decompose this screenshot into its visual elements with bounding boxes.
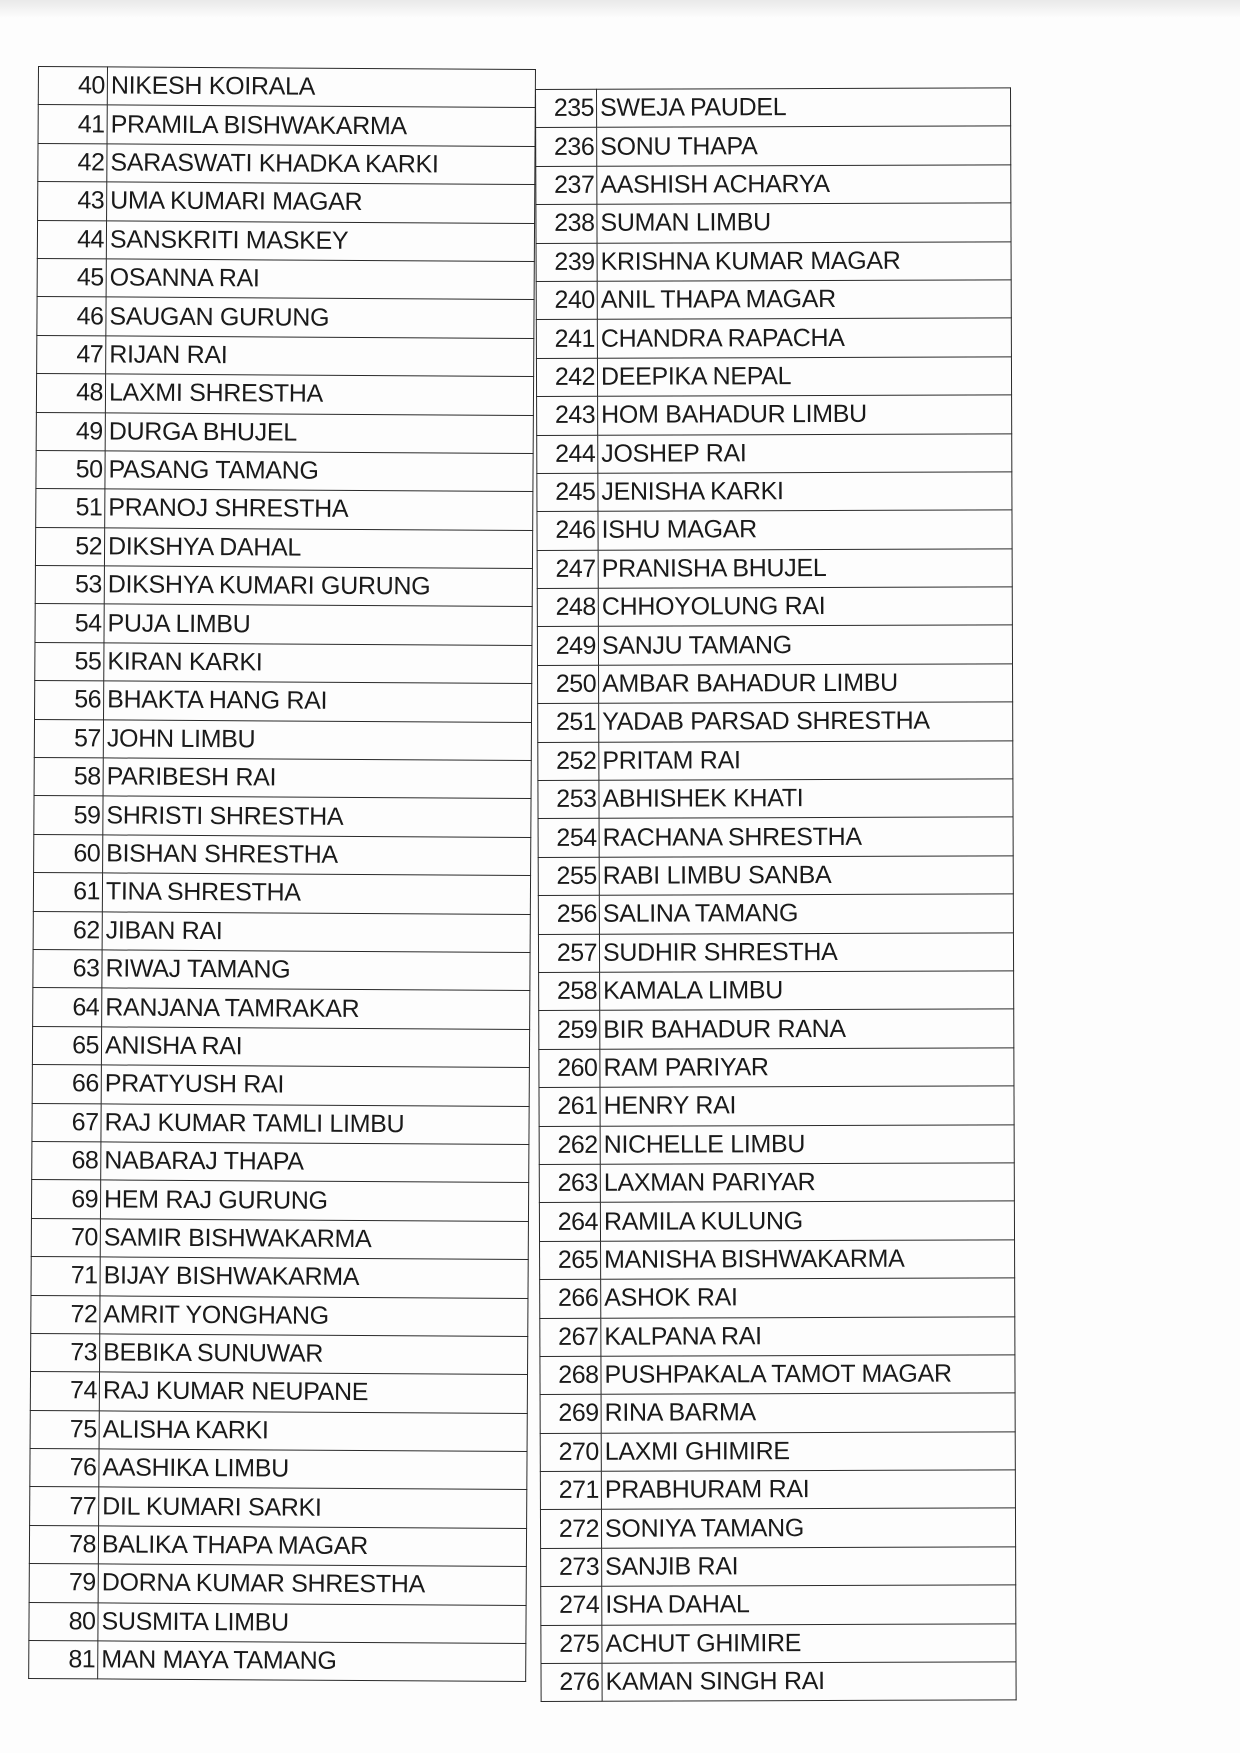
- serial-number: 59: [34, 796, 103, 835]
- left-table-body: [29, 67, 536, 1682]
- serial-number: 76: [30, 1449, 99, 1488]
- person-name: PRATYUSH RAI: [101, 1065, 529, 1106]
- serial-number: 245: [537, 473, 598, 512]
- serial-number: 237: [536, 166, 597, 205]
- person-name: ACHUT GHIMIRE: [602, 1623, 1016, 1663]
- serial-number: 261: [539, 1087, 600, 1126]
- serial-number: 54: [35, 604, 104, 643]
- person-name: NICHELLE LIMBU: [600, 1124, 1014, 1164]
- serial-number: 56: [35, 681, 104, 720]
- table-row: [539, 1124, 1014, 1164]
- scan-edge-shadow: [0, 0, 1240, 18]
- person-name: SONU THAPA: [597, 126, 1011, 166]
- person-name: JOSHEP RAI: [598, 433, 1012, 473]
- person-name: BHAKTA HANG RAI: [104, 681, 532, 722]
- person-name: MANISHA BISHWAKARMA: [601, 1240, 1015, 1280]
- table-row: [29, 1640, 526, 1681]
- person-name: RAMILA KULUNG: [600, 1201, 1014, 1241]
- serial-number: 80: [29, 1602, 98, 1641]
- serial-number: 50: [36, 450, 105, 489]
- table-row: [540, 1508, 1015, 1548]
- person-name: AMRIT YONGHANG: [100, 1295, 528, 1336]
- serial-number: 247: [537, 550, 598, 589]
- person-name: AASHIKA LIMBU: [99, 1449, 527, 1490]
- right-name-table: [535, 87, 1017, 1702]
- serial-number: 43: [38, 182, 107, 221]
- table-row: [537, 510, 1012, 550]
- serial-number: 45: [37, 258, 106, 297]
- serial-number: 273: [541, 1548, 602, 1587]
- person-name: AMBAR BAHADUR LIMBU: [599, 664, 1013, 704]
- person-name: BIR BAHADUR RANA: [600, 1009, 1014, 1049]
- table-row: [539, 1163, 1014, 1203]
- serial-number: 67: [32, 1103, 101, 1142]
- table-row: [537, 549, 1012, 589]
- table-row: [540, 1470, 1015, 1510]
- table-row: [38, 182, 535, 223]
- serial-number: 79: [29, 1564, 98, 1603]
- serial-number: 61: [33, 873, 102, 912]
- person-name: SANSKRITI MASKEY: [106, 220, 534, 261]
- serial-number: 262: [539, 1126, 600, 1165]
- table-row: [540, 1240, 1015, 1280]
- serial-number: 238: [536, 204, 597, 243]
- table-row: [35, 604, 532, 645]
- person-name: JIBAN RAI: [102, 912, 530, 953]
- table-row: [32, 1065, 529, 1106]
- serial-number: 71: [31, 1257, 100, 1296]
- table-row: [33, 949, 530, 990]
- serial-number: 257: [538, 934, 599, 973]
- table-row: [34, 758, 531, 799]
- person-name: PRANISHA BHUJEL: [598, 549, 1012, 589]
- serial-number: 250: [538, 665, 599, 704]
- table-row: [536, 280, 1011, 320]
- serial-number: 49: [36, 412, 105, 451]
- serial-number: 249: [537, 627, 598, 666]
- person-name: PUSHPAKALA TAMOT MAGAR: [601, 1355, 1015, 1395]
- person-name: ALISHA KARKI: [99, 1411, 527, 1452]
- serial-number: 68: [32, 1141, 101, 1180]
- serial-number: 58: [34, 758, 103, 797]
- person-name: KRISHNA KUMAR MAGAR: [597, 241, 1011, 281]
- person-name: BISHAN SHRESTHA: [103, 835, 531, 876]
- table-row: [537, 625, 1012, 665]
- table-row: [35, 681, 532, 722]
- person-name: RAJ KUMAR TAMLI LIMBU: [101, 1103, 529, 1144]
- person-name: HEM RAJ GURUNG: [100, 1180, 528, 1221]
- person-name: PARIBESH RAI: [103, 758, 531, 799]
- serial-number: 52: [35, 527, 104, 566]
- serial-number: 60: [34, 834, 103, 873]
- person-name: LAXMI GHIMIRE: [601, 1432, 1015, 1472]
- table-row: [540, 1355, 1015, 1395]
- serial-number: 265: [540, 1241, 601, 1280]
- table-row: [33, 911, 530, 952]
- table-row: [35, 642, 532, 683]
- serial-number: 47: [37, 335, 106, 374]
- person-name: KAMAN SINGH RAI: [602, 1662, 1016, 1702]
- person-name: ISHA DAHAL: [602, 1585, 1016, 1625]
- serial-number: 65: [32, 1026, 101, 1065]
- table-row: [38, 105, 535, 146]
- person-name: SONIYA TAMANG: [601, 1508, 1015, 1548]
- person-name: RACHANA SHRESTHA: [599, 817, 1013, 857]
- person-name: LAXMAN PARIYAR: [600, 1163, 1014, 1203]
- serial-number: 242: [536, 358, 597, 397]
- right-table-body: [536, 88, 1017, 1702]
- serial-number: 73: [31, 1333, 100, 1372]
- person-name: SAUGAN GURUNG: [106, 297, 534, 338]
- serial-number: 248: [537, 588, 598, 627]
- serial-number: 235: [536, 89, 597, 128]
- table-row: [31, 1257, 528, 1298]
- table-row: [32, 1141, 529, 1182]
- serial-number: 251: [538, 704, 599, 743]
- table-row: [537, 472, 1012, 512]
- serial-number: 70: [31, 1218, 100, 1257]
- table-row: [538, 702, 1013, 742]
- serial-number: 254: [538, 819, 599, 858]
- person-name: RIWAJ TAMANG: [102, 950, 530, 991]
- table-row: [34, 796, 531, 837]
- person-name: SWEJA PAUDEL: [597, 88, 1011, 128]
- table-row: [541, 1623, 1016, 1663]
- person-name: KAMALA LIMBU: [600, 971, 1014, 1011]
- serial-number: 78: [29, 1525, 98, 1564]
- serial-number: 66: [32, 1065, 101, 1104]
- serial-number: 253: [538, 780, 599, 819]
- person-name: AASHISH ACHARYA: [597, 165, 1011, 205]
- person-name: ANISHA RAI: [101, 1027, 529, 1068]
- serial-number: 42: [38, 143, 107, 182]
- serial-number: 40: [38, 67, 107, 106]
- table-row: [32, 1103, 529, 1144]
- serial-number: 268: [540, 1356, 601, 1395]
- table-row: [37, 335, 534, 376]
- person-name: KIRAN KARKI: [104, 643, 532, 684]
- serial-number: 55: [35, 642, 104, 681]
- person-name: DIKSHYA DAHAL: [104, 528, 532, 569]
- serial-number: 271: [540, 1471, 601, 1510]
- serial-number: 272: [540, 1510, 601, 1549]
- table-row: [38, 67, 535, 108]
- serial-number: 57: [34, 719, 103, 758]
- table-row: [31, 1180, 528, 1221]
- person-name: YADAB PARSAD SHRESTHA: [599, 702, 1013, 742]
- person-name: RAM PARIYAR: [600, 1048, 1014, 1088]
- serial-number: 259: [539, 1011, 600, 1050]
- serial-number: 81: [29, 1640, 98, 1679]
- person-name: JOHN LIMBU: [103, 720, 531, 761]
- person-name: RANJANA TAMRAKAR: [102, 988, 530, 1029]
- table-row: [34, 834, 531, 875]
- person-name: DIL KUMARI SARKI: [99, 1487, 527, 1528]
- table-row: [539, 1201, 1014, 1241]
- person-name: SHRISTI SHRESTHA: [103, 796, 531, 837]
- person-name: ASHOK RAI: [601, 1278, 1015, 1318]
- person-name: PRABHURAM RAI: [601, 1470, 1015, 1510]
- table-row: [536, 318, 1011, 358]
- table-row: [540, 1432, 1015, 1472]
- serial-number: 258: [539, 972, 600, 1011]
- person-name: DEEPIKA NEPAL: [597, 357, 1011, 397]
- serial-number: 266: [540, 1279, 601, 1318]
- person-name: JENISHA KARKI: [598, 472, 1012, 512]
- person-name: BIJAY BISHWAKARMA: [100, 1257, 528, 1298]
- serial-number: 263: [539, 1164, 600, 1203]
- table-row: [536, 165, 1011, 205]
- table-row: [538, 740, 1013, 780]
- person-name: MAN MAYA TAMANG: [98, 1641, 526, 1682]
- table-row: [538, 856, 1013, 896]
- serial-number: 51: [36, 489, 105, 528]
- person-name: SAMIR BISHWAKARMA: [100, 1219, 528, 1260]
- serial-number: 269: [540, 1395, 601, 1434]
- table-row: [538, 664, 1013, 704]
- table-row: [538, 932, 1013, 972]
- table-row: [539, 971, 1014, 1011]
- person-name: CHHOYOLUNG RAI: [598, 587, 1012, 627]
- person-name: LAXMI SHRESTHA: [105, 374, 533, 415]
- person-name: SARASWATI KHADKA KARKI: [107, 144, 535, 185]
- table-row: [540, 1278, 1015, 1318]
- person-name: HENRY RAI: [600, 1086, 1014, 1126]
- serial-number: 41: [38, 105, 107, 144]
- serial-number: 246: [537, 512, 598, 551]
- table-row: [37, 297, 534, 338]
- person-name: ANIL THAPA MAGAR: [597, 280, 1011, 320]
- person-name: RINA BARMA: [601, 1393, 1015, 1433]
- table-row: [29, 1564, 526, 1605]
- person-name: BALIKA THAPA MAGAR: [98, 1526, 526, 1567]
- table-row: [536, 88, 1011, 128]
- table-row: [34, 719, 531, 760]
- table-row: [36, 450, 533, 491]
- serial-number: 240: [536, 281, 597, 320]
- person-name: SANJIB RAI: [602, 1547, 1016, 1587]
- serial-number: 243: [537, 396, 598, 435]
- person-name: UMA KUMARI MAGAR: [107, 182, 535, 223]
- table-row: [31, 1333, 528, 1374]
- person-name: ISHU MAGAR: [598, 510, 1012, 550]
- serial-number: 72: [31, 1295, 100, 1334]
- table-row: [36, 374, 533, 415]
- person-name: PASANG TAMANG: [105, 451, 533, 492]
- serial-number: 62: [33, 911, 102, 950]
- person-name: HOM BAHADUR LIMBU: [598, 395, 1012, 435]
- table-row: [31, 1218, 528, 1259]
- person-name: DURGA BHUJEL: [105, 412, 533, 453]
- table-row: [33, 988, 530, 1029]
- table-row: [30, 1410, 527, 1451]
- serial-number: 236: [536, 128, 597, 167]
- table-row: [541, 1547, 1016, 1587]
- person-name: SUMAN LIMBU: [597, 203, 1011, 243]
- serial-number: 270: [540, 1433, 601, 1472]
- serial-number: 69: [31, 1180, 100, 1219]
- serial-number: 275: [541, 1625, 602, 1664]
- table-row: [35, 527, 532, 568]
- person-name: SUDHIR SHRESTHA: [599, 932, 1013, 972]
- person-name: OSANNA RAI: [106, 259, 534, 300]
- person-name: SUSMITA LIMBU: [98, 1603, 526, 1644]
- person-name: RABI LIMBU SANBA: [599, 856, 1013, 896]
- person-name: KALPANA RAI: [601, 1316, 1015, 1356]
- table-row: [539, 1048, 1014, 1088]
- person-name: BEBIKA SUNUWAR: [100, 1334, 528, 1375]
- table-row: [539, 1086, 1014, 1126]
- serial-number: 244: [537, 435, 598, 474]
- table-row: [538, 817, 1013, 857]
- table-row: [35, 566, 532, 607]
- serial-number: 64: [33, 988, 102, 1027]
- person-name: PUJA LIMBU: [104, 604, 532, 645]
- serial-number: 256: [538, 895, 599, 934]
- table-row: [536, 203, 1011, 243]
- table-row: [541, 1662, 1016, 1702]
- serial-number: 48: [36, 374, 105, 413]
- serial-number: 63: [33, 949, 102, 988]
- serial-number: 77: [30, 1487, 99, 1526]
- table-row: [536, 357, 1011, 397]
- person-name: RIJAN RAI: [106, 336, 534, 377]
- person-name: PRAMILA BISHWAKARMA: [107, 105, 535, 146]
- left-name-table: [28, 66, 536, 1682]
- table-row: [36, 412, 533, 453]
- table-row: [537, 587, 1012, 627]
- serial-number: 74: [30, 1372, 99, 1411]
- serial-number: 75: [30, 1410, 99, 1449]
- table-row: [36, 489, 533, 530]
- table-row: [38, 143, 535, 184]
- table-row: [33, 873, 530, 914]
- serial-number: 44: [37, 220, 106, 259]
- serial-number: 239: [536, 243, 597, 282]
- serial-number: 53: [35, 566, 104, 605]
- table-row: [538, 779, 1013, 819]
- serial-number: 241: [536, 320, 597, 359]
- table-row: [537, 433, 1012, 473]
- serial-number: 267: [540, 1318, 601, 1357]
- table-row: [31, 1295, 528, 1336]
- person-name: NABARAJ THAPA: [101, 1142, 529, 1183]
- person-name: NIKESH KOIRALA: [107, 67, 535, 108]
- person-name: RAJ KUMAR NEUPANE: [99, 1372, 527, 1413]
- table-row: [29, 1602, 526, 1643]
- table-row: [30, 1449, 527, 1490]
- table-row: [540, 1316, 1015, 1356]
- serial-number: 264: [539, 1203, 600, 1242]
- table-row: [541, 1585, 1016, 1625]
- serial-number: 255: [538, 857, 599, 896]
- table-row: [536, 241, 1011, 281]
- person-name: ABHISHEK KHATI: [599, 779, 1013, 819]
- table-row: [30, 1487, 527, 1528]
- person-name: DIKSHYA KUMARI GURUNG: [104, 566, 532, 607]
- table-row: [540, 1393, 1015, 1433]
- table-row: [29, 1525, 526, 1566]
- serial-number: 46: [37, 297, 106, 336]
- person-name: SALINA TAMANG: [599, 894, 1013, 934]
- person-name: PRITAM RAI: [599, 740, 1013, 780]
- table-row: [32, 1026, 529, 1067]
- table-row: [539, 1009, 1014, 1049]
- serial-number: 252: [538, 742, 599, 781]
- table-row: [537, 395, 1012, 435]
- table-row: [37, 220, 534, 261]
- table-row: [536, 126, 1011, 166]
- person-name: TINA SHRESTHA: [102, 873, 530, 914]
- serial-number: 260: [539, 1049, 600, 1088]
- serial-number: 274: [541, 1587, 602, 1626]
- person-name: PRANOJ SHRESTHA: [105, 489, 533, 530]
- person-name: DORNA KUMAR SHRESTHA: [98, 1564, 526, 1605]
- table-row: [37, 258, 534, 299]
- table-row: [30, 1372, 527, 1413]
- table-row: [538, 894, 1013, 934]
- person-name: SANJU TAMANG: [598, 625, 1012, 665]
- person-name: CHANDRA RAPACHA: [597, 318, 1011, 358]
- serial-number: 276: [541, 1663, 602, 1702]
